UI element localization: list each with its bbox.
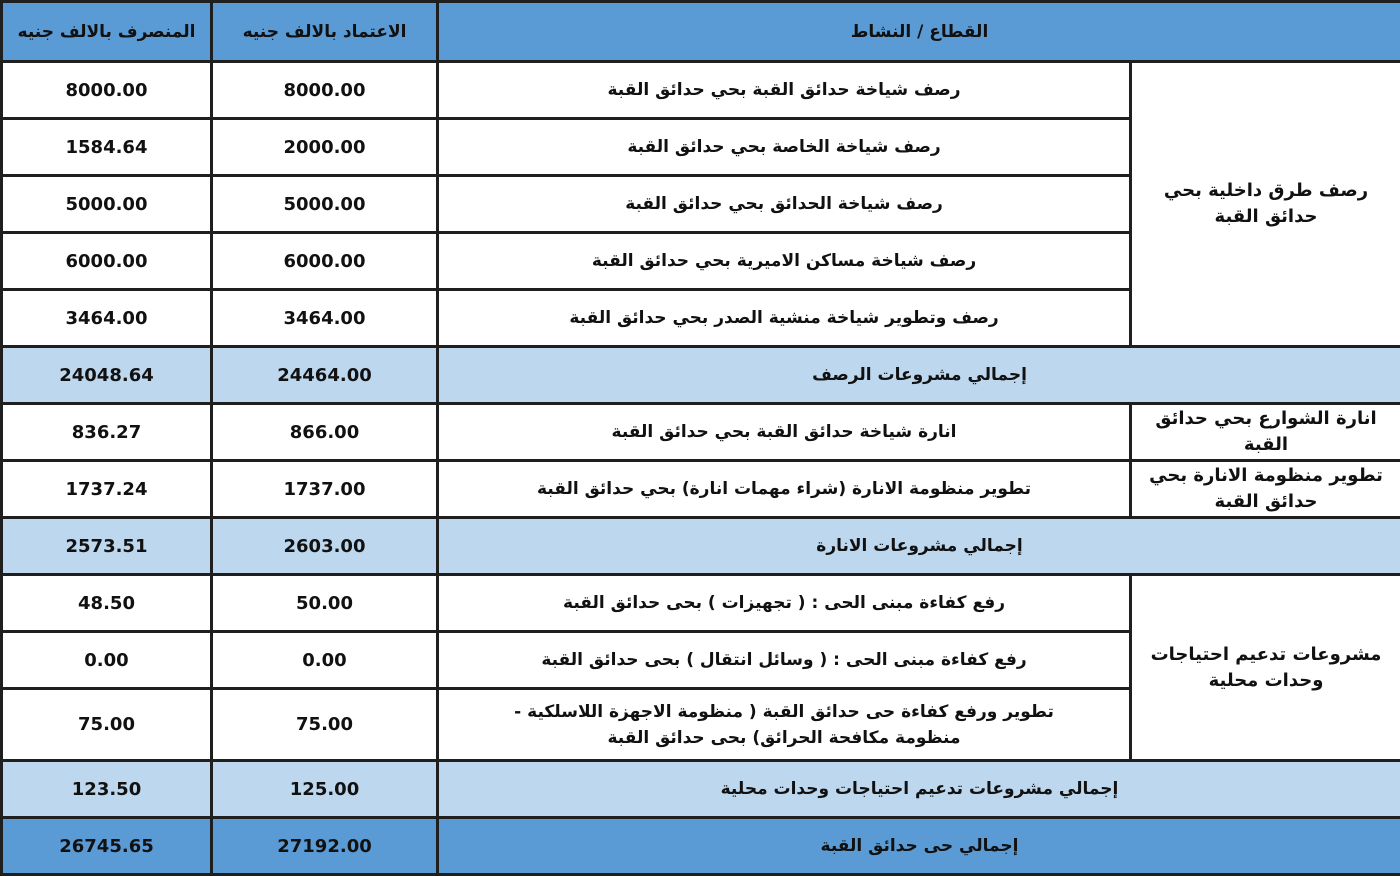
- activity-cell: تطوير ورفع كفاءة حى حدائق القبة ( منظومة الاجهزة اللاسلكية - منظومة مكافحة الحرائق) بحى حدائق القبة: [438, 689, 1131, 761]
- allocation-cell: 50.00: [212, 575, 438, 632]
- allocation-cell: 0.00: [212, 632, 438, 689]
- spent-cell: 48.50: [2, 575, 212, 632]
- sector-cell: رصف طرق داخلية بحي حدائق القبة: [1131, 62, 1400, 347]
- activity-cell: رصف وتطوير شياخة منشية الصدر بحي حدائق القبة: [438, 290, 1131, 347]
- allocation-cell: 3464.00: [212, 290, 438, 347]
- table-row: [2, 404, 1400, 461]
- header-spent: المنصرف بالالف جنيه: [2, 2, 212, 62]
- header-row: [2, 2, 1400, 62]
- sector-cell: تطوير منظومة الانارة بحي حدائق القبة: [1131, 461, 1400, 518]
- subtotal-label: إجمالي مشروعات الرصف: [438, 347, 1400, 404]
- allocation-cell: 1737.00: [212, 461, 438, 518]
- table-row: [2, 461, 1400, 518]
- sector-cell: انارة الشوارع بحي حدائق القبة: [1131, 404, 1400, 461]
- allocation-cell: 75.00: [212, 689, 438, 761]
- subtotal-label: إجمالي مشروعات الانارة: [438, 518, 1400, 575]
- subtotal-row: [2, 761, 1400, 818]
- activity-cell: انارة شياخة حدائق القبة بحي حدائق القبة: [438, 404, 1131, 461]
- allocation-cell: 8000.00: [212, 62, 438, 119]
- header-allocation: الاعتماد بالالف جنيه: [212, 2, 438, 62]
- spent-cell: 1584.64: [2, 119, 212, 176]
- table-row: [2, 575, 1400, 632]
- allocation-cell: 6000.00: [212, 233, 438, 290]
- spent-cell: 3464.00: [2, 290, 212, 347]
- spent-cell: 8000.00: [2, 62, 212, 119]
- grand-total-row: [2, 818, 1400, 875]
- subtotal-allocation: 125.00: [212, 761, 438, 818]
- activity-cell: رفع كفاءة مبنى الحى : ( وسائل انتقال ) بحى حدائق القبة: [438, 632, 1131, 689]
- header-sector-activity: القطاع / النشاط: [438, 2, 1400, 62]
- activity-cell: رصف شياخة الخاصة بحي حدائق القبة: [438, 119, 1131, 176]
- subtotal-spent: 24048.64: [2, 347, 212, 404]
- table-row: [2, 62, 1400, 119]
- spent-cell: 6000.00: [2, 233, 212, 290]
- subtotal-row: [2, 347, 1400, 404]
- activity-cell: رصف شياخة مساكن الاميرية بحي حدائق القبة: [438, 233, 1131, 290]
- activity-cell: رفع كفاءة مبنى الحى : ( تجهيزات ) بحى حدائق القبة: [438, 575, 1131, 632]
- spent-cell: 0.00: [2, 632, 212, 689]
- sector-cell: مشروعات تدعيم احتياجات وحدات محلية: [1131, 575, 1400, 761]
- spent-cell: 836.27: [2, 404, 212, 461]
- spent-cell: 5000.00: [2, 176, 212, 233]
- allocation-cell: 866.00: [212, 404, 438, 461]
- activity-cell: رصف شياخة حدائق القبة بحي حدائق القبة: [438, 62, 1131, 119]
- allocation-cell: 2000.00: [212, 119, 438, 176]
- subtotal-spent: 2573.51: [2, 518, 212, 575]
- grand-total-spent: 26745.65: [2, 818, 212, 875]
- subtotal-label: إجمالي مشروعات تدعيم احتياجات وحدات محلية: [438, 761, 1400, 818]
- grand-total-allocation: 27192.00: [212, 818, 438, 875]
- activity-cell: رصف شياخة الحدائق بحي حدائق القبة: [438, 176, 1131, 233]
- allocation-cell: 5000.00: [212, 176, 438, 233]
- subtotal-allocation: 24464.00: [212, 347, 438, 404]
- subtotal-row: [2, 518, 1400, 575]
- spent-cell: 75.00: [2, 689, 212, 761]
- subtotal-spent: 123.50: [2, 761, 212, 818]
- spent-cell: 1737.24: [2, 461, 212, 518]
- grand-total-label: إجمالي حى حدائق القبة: [438, 818, 1400, 875]
- activity-cell: تطوير منظومة الانارة (شراء مهمات انارة) بحي حدائق القبة: [438, 461, 1131, 518]
- subtotal-allocation: 2603.00: [212, 518, 438, 575]
